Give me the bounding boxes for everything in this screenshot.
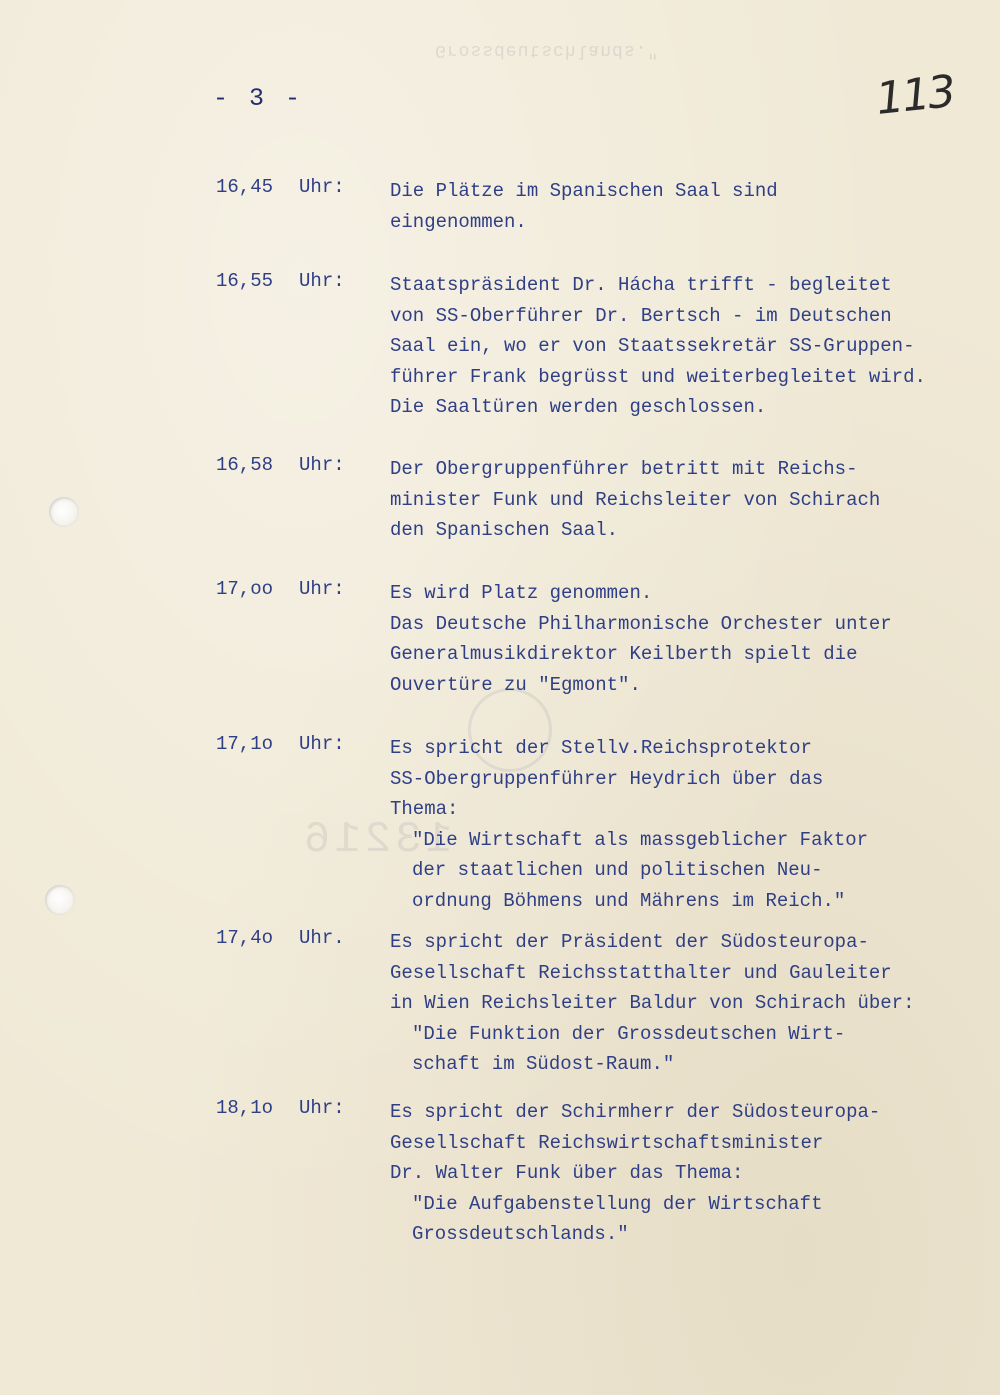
entry-text	[390, 454, 880, 546]
entry-text-line: Der Obergruppenführer betritt mit Reichs-	[390, 458, 858, 480]
entry-time-value: 16,45	[216, 176, 274, 198]
entry-text-line: SS-Obergruppenführer Heydrich über das	[390, 767, 824, 790]
entry-text-line: den Spanischen Saal.	[390, 519, 619, 541]
entry-time-value: 16,58	[216, 454, 274, 476]
ghost-show-through-text: Grossdeutschlands."	[435, 40, 660, 60]
entry-text-line: Gesellschaft Reichswirtschaftsminister	[390, 1131, 824, 1154]
entry-text-line: Ouvertüre zu "Egmont".	[390, 673, 641, 696]
entry-time	[216, 733, 345, 755]
entry-text-line: Die Saaltüren werden geschlossen.	[390, 396, 767, 418]
entry-text	[390, 1097, 880, 1250]
entry-text-line: Dr. Walter Funk über das Thema:	[390, 1162, 744, 1184]
entry-time	[216, 454, 345, 476]
entry-text-line: Es spricht der Stellv.Reichsprotektor	[390, 737, 812, 759]
entry-time-unit: Uhr:	[299, 1097, 345, 1119]
entry-time	[216, 270, 345, 292]
entry-text-line: Thema:	[390, 798, 459, 820]
entry-text-line: Staatspräsident Dr. Hácha trifft - begleitet	[390, 274, 892, 296]
entry-quote-line: Grossdeutschlands."	[412, 1223, 629, 1245]
entry-quote-line: "Die Wirtschaft als massgeblicher Faktor	[412, 828, 869, 851]
entry-time-unit: Uhr:	[299, 733, 345, 755]
entry-text-line: Saal ein, wo er von Staatssekretär SS-Gruppen-	[390, 335, 915, 357]
entry-quote-line: ordnung Böhmens und Mährens im Reich."	[412, 889, 846, 912]
entry-time-unit: Uhr:	[299, 454, 345, 476]
entry-text-line: Es wird Platz genommen.	[390, 582, 653, 604]
entry-time-value: 16,55	[216, 270, 274, 292]
entry-text-line: von SS-Oberführer Dr. Bertsch - im Deutschen	[390, 304, 892, 327]
entry-text	[390, 176, 778, 237]
entry-time-value: 18,1o	[216, 1097, 274, 1119]
entry-text-line: Die Plätze im Spanischen Saal sind	[390, 180, 778, 202]
entry-quote-line: der staatlichen und politischen Neu-	[412, 859, 823, 881]
entry-text-line: führer Frank begrüsst und weiterbegleitet wird.	[390, 365, 926, 388]
entry-quote-line: "Die Funktion der Grossdeutschen Wirt-	[412, 1022, 846, 1045]
entry-time	[216, 578, 345, 600]
entry-text-line: Es spricht der Schirmherr der Südosteuropa-	[390, 1101, 881, 1123]
entry-text-line: Das Deutsche Philharmonische Orchester unter	[390, 612, 892, 635]
entry-quote-line: "Die Aufgabenstellung der Wirtschaft	[412, 1192, 823, 1215]
entry-time-value: 17,1o	[216, 733, 274, 755]
entry-time	[216, 1097, 345, 1119]
entry-text	[390, 578, 892, 700]
entry-time	[216, 927, 345, 949]
punch-hole-upper	[49, 497, 79, 527]
entry-time-unit: Uhr:	[299, 578, 345, 600]
page-number: - 3 -	[213, 84, 304, 113]
entry-quote-line: schaft im Südost-Raum."	[412, 1053, 675, 1075]
entry-time-unit: Uhr.	[299, 927, 345, 949]
entry-text-line: Gesellschaft Reichsstatthalter und Gauleiter	[390, 961, 892, 984]
punch-hole-lower	[45, 885, 75, 915]
entry-text-line: minister Funk und Reichsleiter von Schirach	[390, 488, 881, 511]
entry-time-unit: Uhr:	[299, 270, 345, 292]
entry-time	[216, 176, 345, 198]
entry-text	[390, 927, 915, 1080]
entry-text-line: Es spricht der Präsident der Südosteuropa-	[390, 931, 869, 953]
entry-time-unit: Uhr:	[299, 176, 345, 198]
entry-text	[390, 733, 868, 916]
handwritten-folio-number: 113	[873, 66, 957, 125]
entry-text-line: Generalmusikdirektor Keilberth spielt die	[390, 643, 858, 665]
ghost-stamp-number: 13216	[300, 815, 453, 865]
entry-text-line: eingenommen.	[390, 210, 527, 233]
entry-text-line: in Wien Reichsleiter Baldur von Schirach über:	[390, 992, 915, 1014]
entry-time-value: 17,4o	[216, 927, 274, 949]
entry-text	[390, 270, 926, 423]
entry-time-value: 17,oo	[216, 578, 274, 600]
